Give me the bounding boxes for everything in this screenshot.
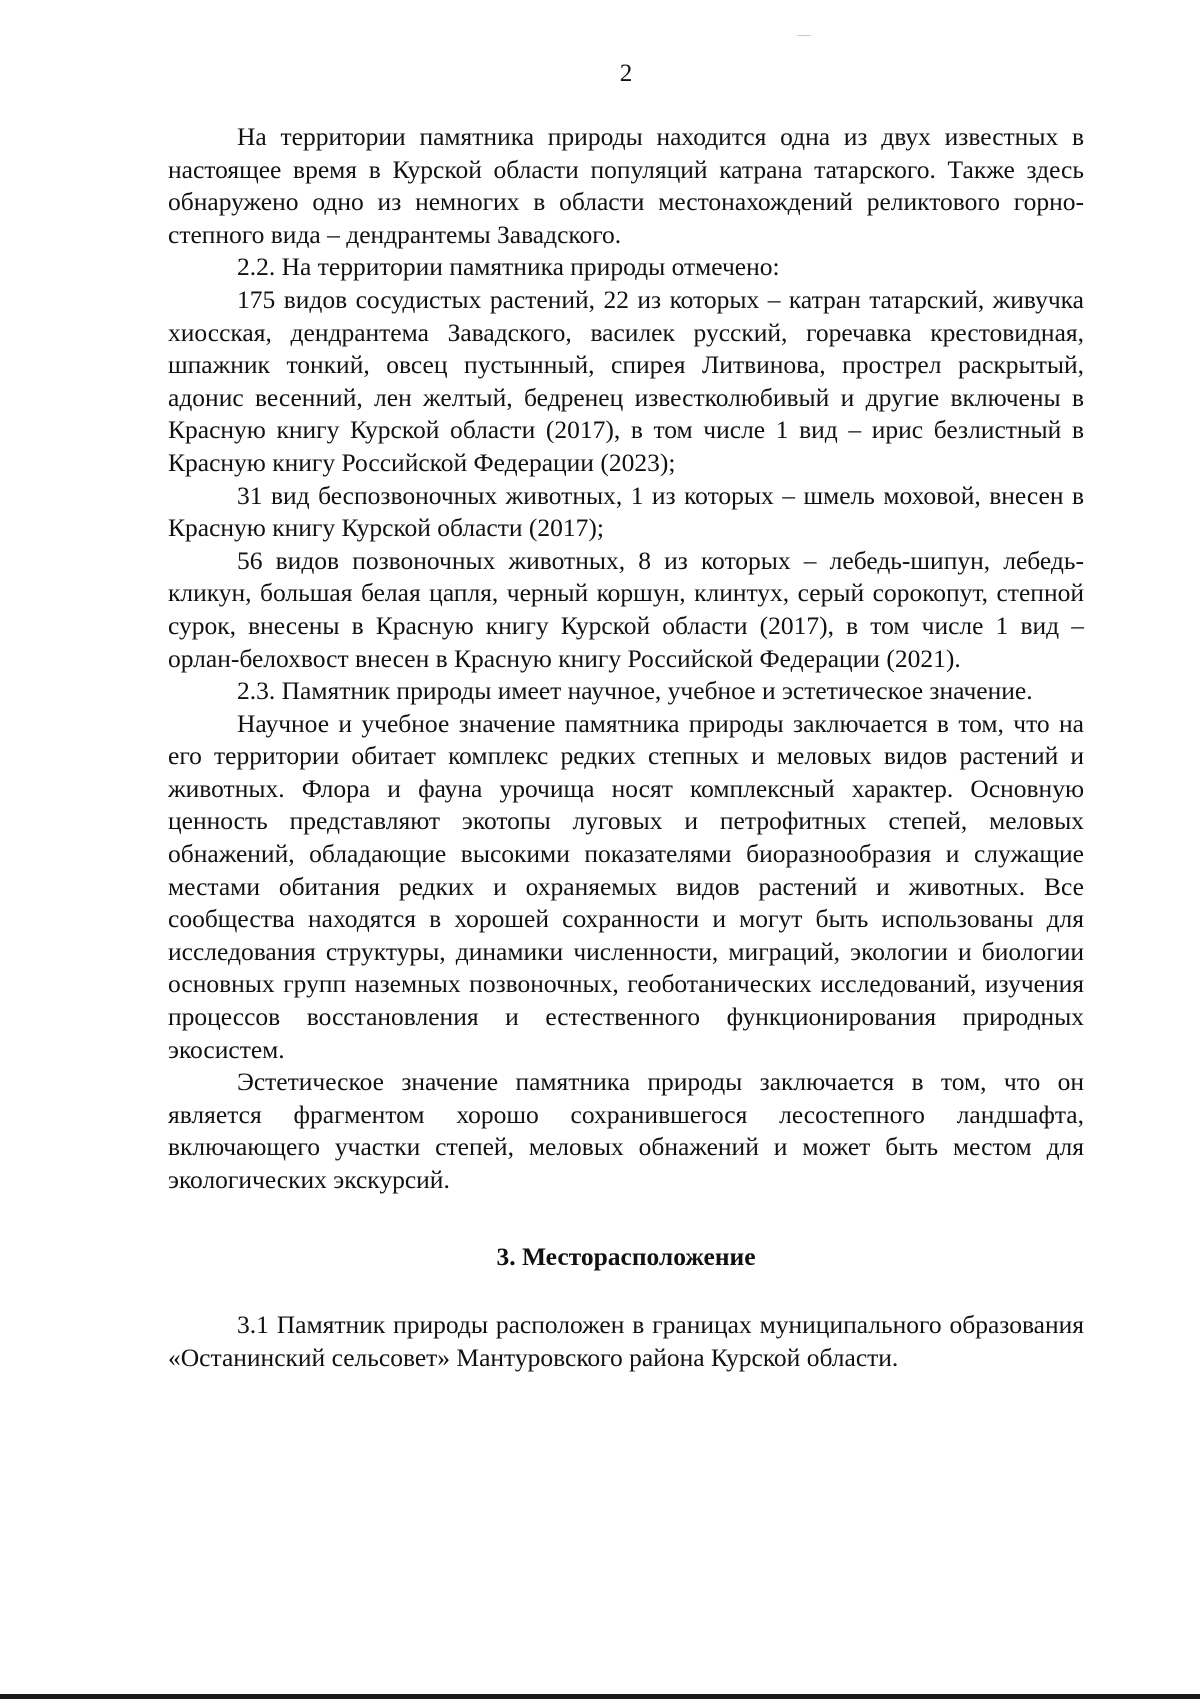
paragraph-aesthetic-value: Эстетическое значение памятника природы заключается в том, что он является фрагментом хорошо сохранившегося лесостепного ландшафта, включающего участки степей, меловых обнажений и может быть местом для экологических экскурсий. [168, 1067, 1084, 1194]
paragraph-vertebrates: 56 видов позвоночных животных, 8 из которых – лебедь-шипун, лебедь-кликун, большая белая цапля, черный коршун, клинтух, серый сорокопут, степной сурок, внесены в Красную книгу Курской области (2017), в том числе 1 вид – орлан-белохвост внесен в Красную книгу Российской Федерации (2021). [168, 545, 1084, 673]
paragraph-3-1-location: 3.1 Памятник природы расположен в границах муниципального образования «Останинский сельсовет» Мантуровского района Курской области. [168, 1310, 1084, 1372]
document-body [168, 121, 1084, 1374]
paragraph-scientific-value: Научное и учебное значение памятника природы заключается в том, что на его территории обитает комплекс редких степных и меловых видов растений и животных. Флора и фауна урочища носят комплексный характер. Основную ценность представляют экотопы луговых и петрофитных степей, меловых обнажений, обладающие высокими показателями биоразнообразия и служащие местами обитания редких и охраняемых видов растений и животных. Все сообщества находятся в хорошей сохранности и могут быть использованы для исследования структуры, динамики численности, миграций, экологии и биологии основных групп наземных позвоночных, геоботанических исследований, изучения процессов восстановления и естественного функционирования природных экосистем. [168, 708, 1084, 1064]
paragraph-2-3-significance: 2.3. Памятник природы имеет научное, учебное и эстетическое значение. [237, 676, 1033, 706]
page-number: 2 [619, 60, 633, 87]
section-heading-location: 3. Месторасположение [496, 1241, 756, 1271]
bottom-scan-edge [0, 1694, 1200, 1699]
paragraph-catran-population: На территории памятника природы находится одна из двух известных в настоящее время в Курской области популяций катрана татарского. Также здесь обнаружено одно из немногих в области местонахождений реликтового горно-степного вида – дендрантемы Завадского. [168, 122, 1084, 249]
scan-artifact-mark [797, 35, 811, 36]
paragraph-vascular-plants: 175 видов сосудистых растений, 22 из которых – катран татарский, живучка хиосская, дендрантема Завадского, василек русский, горечавка крестовидная, шпажник тонкий, овсец пустынный, спирея Литвинова, прострел раскрытый, адонис весенний, лен желтый, бедренец известколюбивый и другие включены в Красную книгу Курской области (2017), в том числе 1 вид – ирис безлистный в Красную книгу Российской Федерации (2023); [168, 284, 1084, 477]
paragraph-2-2-heading: 2.2. На территории памятника природы отмечено: [237, 252, 780, 282]
paragraph-invertebrates: 31 вид беспозвоночных животных, 1 из которых – шмель моховой, внесен в Красную книгу Курской области (2017); [168, 480, 1084, 543]
